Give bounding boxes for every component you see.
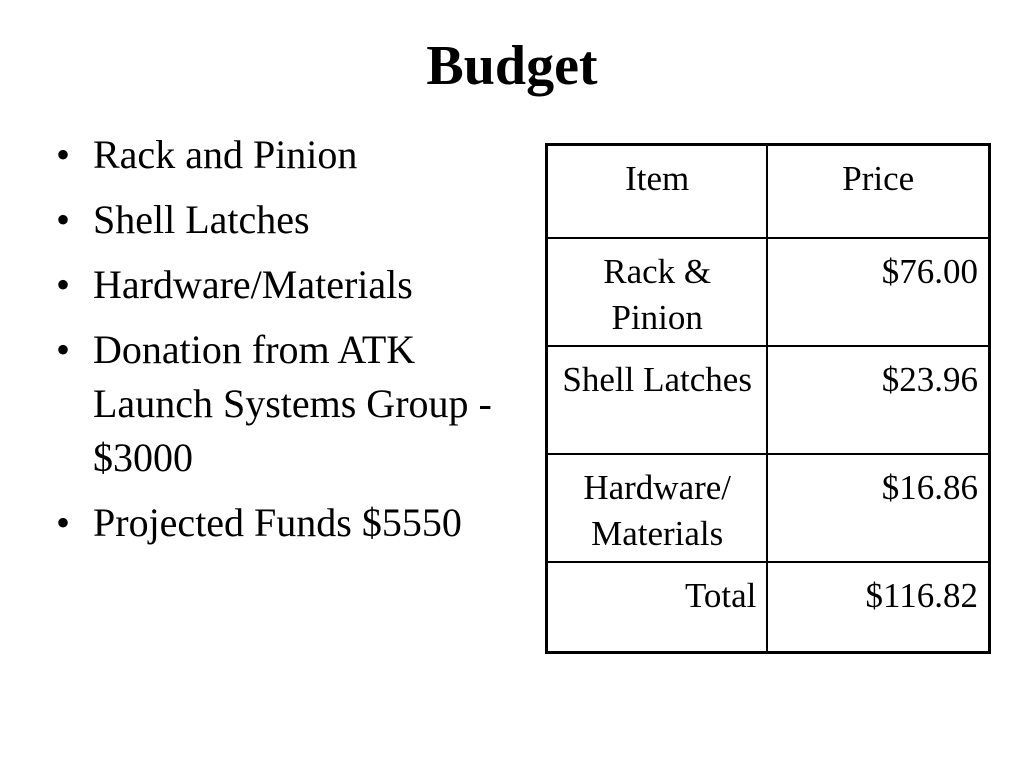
bullet-item-projected-funds — [56, 496, 526, 550]
bullet-marker: • — [56, 197, 71, 242]
bullet-marker: • — [56, 327, 71, 372]
bullet-text: Projected Funds $5550 — [93, 500, 462, 545]
table-row — [547, 346, 990, 454]
bullet-marker: • — [56, 132, 71, 177]
item-cell: Hardware/ Materials — [547, 454, 768, 562]
price-cell: $23.96 — [767, 346, 989, 454]
price-cell: $16.86 — [767, 454, 989, 562]
table-row — [547, 454, 990, 562]
table-row — [547, 238, 990, 346]
item-cell: Rack & Pinion — [547, 238, 768, 346]
bullet-text: Shell Latches — [93, 197, 310, 242]
bullet-list — [56, 128, 526, 561]
bullet-item-rack-and-pinion — [56, 128, 526, 182]
slide-title: Budget — [426, 35, 598, 97]
price-cell: $76.00 — [767, 238, 989, 346]
table-total-row — [547, 562, 990, 653]
total-price: $116.82 — [767, 562, 989, 653]
header-item: Item — [547, 145, 768, 238]
bullet-text: Rack and Pinion — [93, 132, 358, 177]
table-header-row — [547, 145, 990, 238]
total-label: Total — [547, 562, 768, 653]
item-cell: Shell Latches — [547, 346, 768, 454]
bullet-text: Donation from ATK Launch Systems Group - $3000 — [93, 327, 492, 480]
budget-table — [545, 143, 991, 654]
bullet-item-hardware-materials — [56, 258, 526, 312]
bullet-item-donation — [56, 323, 526, 485]
bullet-item-shell-latches — [56, 193, 526, 247]
bullet-marker: • — [56, 500, 71, 545]
header-price: Price — [767, 145, 989, 238]
bullet-text: Hardware/Materials — [93, 262, 413, 307]
bullet-marker: • — [56, 262, 71, 307]
